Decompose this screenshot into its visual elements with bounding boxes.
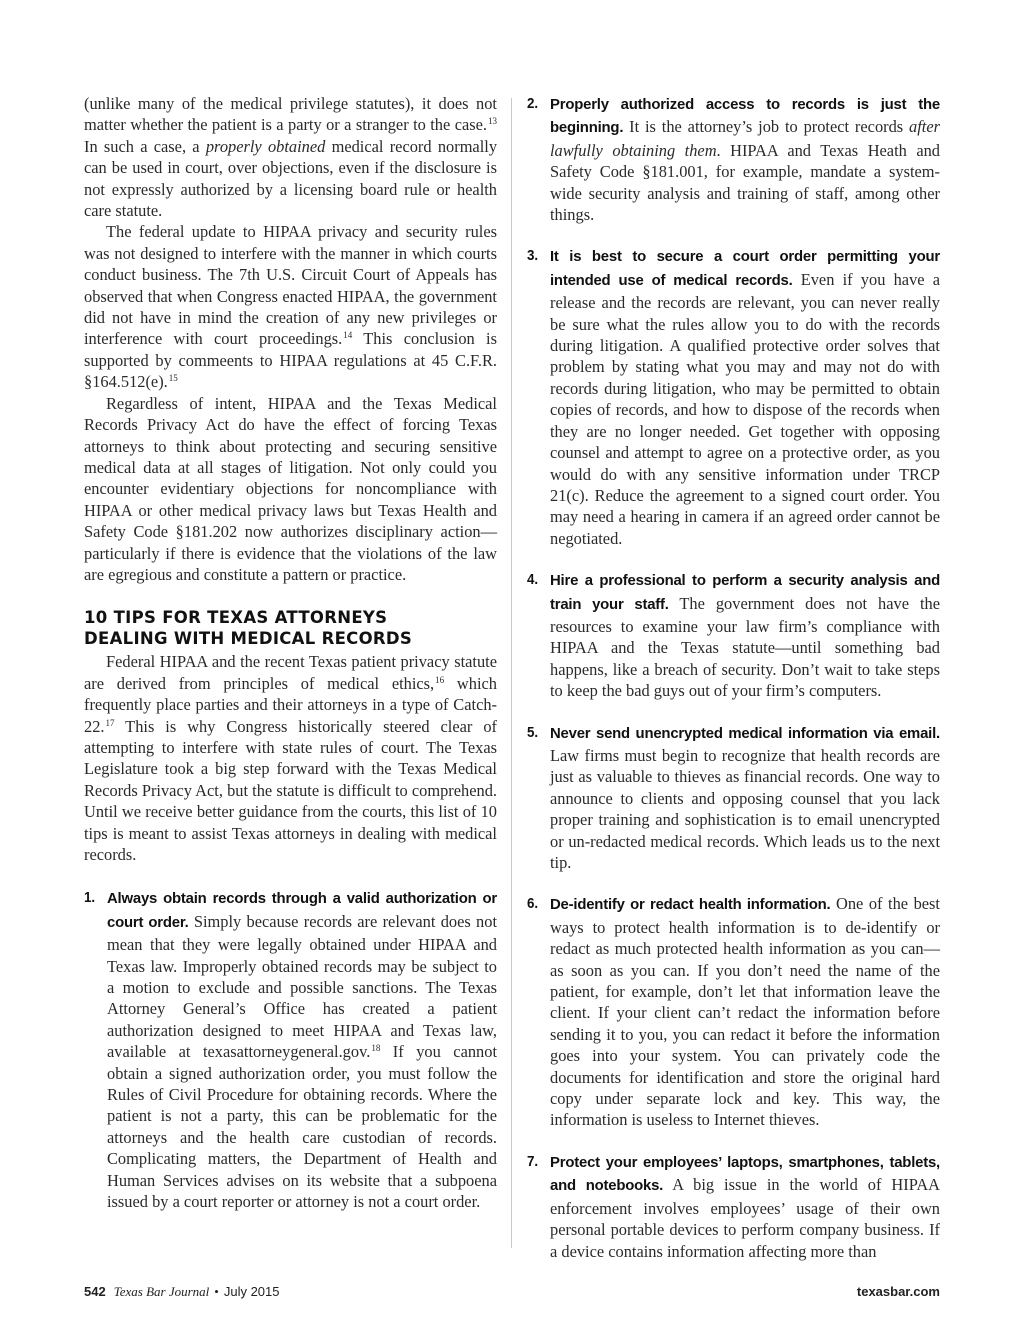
tip-body: The government does not have the resources to examine your law firm’s compliance with HIPAA and the Texas statute—until something bad happens, like a breach of security. Don’t wait to take steps to keep the bad guys out of your firm’s computers.	[550, 593, 940, 701]
tip-lead: Protect your employees’ laptops, smartphones, tablets, and notebooks.	[550, 1154, 940, 1195]
tip-item	[527, 1151, 940, 1262]
emphasis-text: after lawfully obtaining them	[550, 117, 940, 160]
heading-line: 10 TIPS FOR TEXAS ATTORNEYS	[84, 608, 388, 628]
tip-body: If you cannot obtain a signed authorization order, you must follow the Rules of Civil Procedure for obtaining records. Where the patient is not a party, this can be problematic for the attorneys and the health care custodian of records. Complicating matters, the Department of Health and Human Services advises on its website that a subpoena issued by a court reporter or attorney is not a court order.	[107, 1042, 497, 1212]
footnote-ref: 16	[435, 674, 445, 685]
tip-text	[550, 569, 940, 701]
tip-body: A big issue in the world of HIPAA enforcement involves employees’ usage of their own personal portable devices to perform company business. If a device contains information affecting more than	[550, 1175, 941, 1261]
paragraph-text: (unlike many of the medical privilege statutes), it does not matter whether the patient is a party or a stranger to the case.	[84, 94, 497, 135]
section-heading	[84, 607, 497, 649]
tip-body: One of the best ways to protect health information is to de-identify or redact as much protected health information as you can—as soon as you can. If you don’t need the name of the patient, for example, don’t let that information leave the client. If your client can’t redact the information before sending it to you, you can redact it before the information goes into your system. You can privately code the documents for identification and store the original hard copy under separate lock and key. This way, the information is useless to Internet thieves.	[550, 894, 940, 1130]
tip-text	[550, 245, 940, 549]
tip-text	[550, 93, 940, 225]
paragraph-text: medical record normally can be used in court, over objections, even if the disclosure is not expressly authorized by a licensing board rule or health care statute.	[84, 136, 498, 221]
paragraph-text: In such a case, a	[84, 136, 206, 156]
tip-number: 4.	[527, 571, 539, 589]
paragraph-text: This is why Congress historically steered clear of attempting to interfere with state rules of court. The Texas Legislature took a big step forward with the Texas Medical Records Privacy Act, but the statute is difficult to comprehend. Until we receive better guidance from the courts, this list of 10 tips is meant to assist Texas attorneys in dealing with medical records.	[84, 716, 497, 864]
tip-number: 6.	[527, 895, 539, 913]
left-column	[84, 93, 497, 1233]
issue-date: July 2015	[223, 1284, 280, 1299]
column-divider	[511, 98, 512, 1248]
emphasis-text: properly obtained	[205, 136, 326, 156]
paragraph-text: This conclusion is supported by commeents to HIPAA regulations at 45 C.F.R. §164.512(e).	[84, 329, 497, 392]
tip-number: 3.	[527, 247, 539, 265]
paragraph-text: which frequently place parties and their attorneys in a type of Catch-22.	[84, 673, 497, 736]
tip-lead: Never send unencrypted medical information via email.	[550, 725, 940, 742]
paragraph-hipaa-update	[84, 221, 497, 392]
tips-list	[527, 93, 940, 1262]
paragraph-text: The federal update to HIPAA privacy and security rules was not designed to interfere with the manner in which courts conduct business. The 7th U.S. Circuit Court of Appeals has observed that when Congress enacted HIPAA, the government did not have in mind the creation of any new privileges or interference with court proceedings.	[84, 222, 497, 349]
tip-lead: It is best to secure a court order permitting your intended use of medical records.	[550, 249, 940, 289]
paragraph-intent	[84, 393, 497, 586]
tip-body: Law firms must begin to recognize that health records are just as valuable to thieves as financial records. One way to announce to clients and opposing counsel that you lack proper training and sophistication is to email unencrypted or un-redacted medical records. Which leads us to the next tip.	[550, 745, 940, 872]
tips-list	[84, 887, 497, 1212]
journal-title: Texas Bar Journal	[113, 1284, 210, 1299]
tip-text	[550, 1151, 940, 1262]
tip-item	[527, 893, 940, 1130]
tip-body: Simply because records are relevant does not mean that they were legally obtained under HIPAA and Texas law. Improperly obtained records may be subject to a motion to exclude and possible sanctions. The Texas Attorney General’s Office has created a patient authorization designed to meet HIPAA and Texas law, available at texasattorneygeneral.gov.	[107, 911, 497, 1062]
tip-body: . HIPAA and Texas Heath and Safety Code §181.001, for example, mandate a system-wide security analysis and training of staff, among other things.	[550, 140, 941, 225]
footnote-ref: 14	[343, 330, 353, 341]
tip-lead: Properly authorized access to records is just the beginning.	[550, 97, 940, 137]
tip-number: 5.	[527, 723, 539, 741]
tip-item	[527, 245, 940, 549]
tip-item	[527, 93, 940, 225]
paragraph-text: Regardless of intent, HIPAA and the Texas Medical Records Privacy Act do have the effect of forcing Texas attorneys to think about protecting and securing sensitive medical data at all stages of litigation. Not only could you encounter evidentiary objections for noncompliance with HIPAA or other medical privacy laws but Texas Health and Safety Code §181.202 now authorizes disciplinary action—particularly if there is evidence that the violations of the law are egregious and constitute a pattern or practice.	[84, 393, 497, 584]
tip-text	[550, 893, 940, 1130]
tip-item	[527, 722, 940, 874]
tip-number: 7.	[527, 1152, 539, 1170]
tip-text	[550, 722, 940, 874]
footnote-ref: 13	[488, 116, 497, 127]
tip-item	[527, 569, 940, 701]
tip-body: It is the attorney’s job to protect records	[623, 117, 910, 137]
heading-line: DEALING WITH MEDICAL RECORDS	[84, 629, 413, 649]
page-footer	[84, 1284, 280, 1300]
paragraph-continued	[84, 93, 497, 221]
paragraph-text: Federal HIPAA and the recent Texas patient privacy statute are derived from principles of medical ethics,	[84, 652, 497, 693]
tip-text	[107, 887, 497, 1212]
tip-number: 2.	[527, 95, 539, 112]
separator-bullet: •	[214, 1284, 219, 1299]
footnote-ref: 15	[168, 373, 178, 384]
footnote-ref: 17	[105, 717, 115, 728]
site-url[interactable]: texasbar.com	[856, 1284, 940, 1299]
tip-lead: Always obtain records through a valid authorization or court order.	[107, 891, 497, 931]
tip-lead: De-identify or redact health information.	[550, 897, 831, 914]
tip-lead: Hire a professional to perform a security analysis and train your staff.	[550, 573, 940, 613]
page-number: 542	[84, 1284, 106, 1299]
tip-body: Even if you have a release and the records are relevant, you can never really be sure what the rules allow you to do with the records during litigation. A qualified protective order solves that problem by stating what you may and may not do with records during litigation, who may be permitted to obtain copies of records, and how to dispose of the records when they are no longer needed. Get together with opposing counsel and attempt to agree on a protective order, as you would do with any sensitive information under TRCP 21(c). Reduce the agreement to a signed court order. You may need a hearing in camera if an agreed order cannot be negotiated.	[550, 269, 941, 548]
tip-item	[84, 887, 497, 1212]
tip-number: 1.	[84, 889, 96, 907]
right-column	[527, 93, 940, 1282]
footnote-ref: 18	[371, 1043, 381, 1054]
paragraph-federal-hipaa	[84, 651, 497, 865]
